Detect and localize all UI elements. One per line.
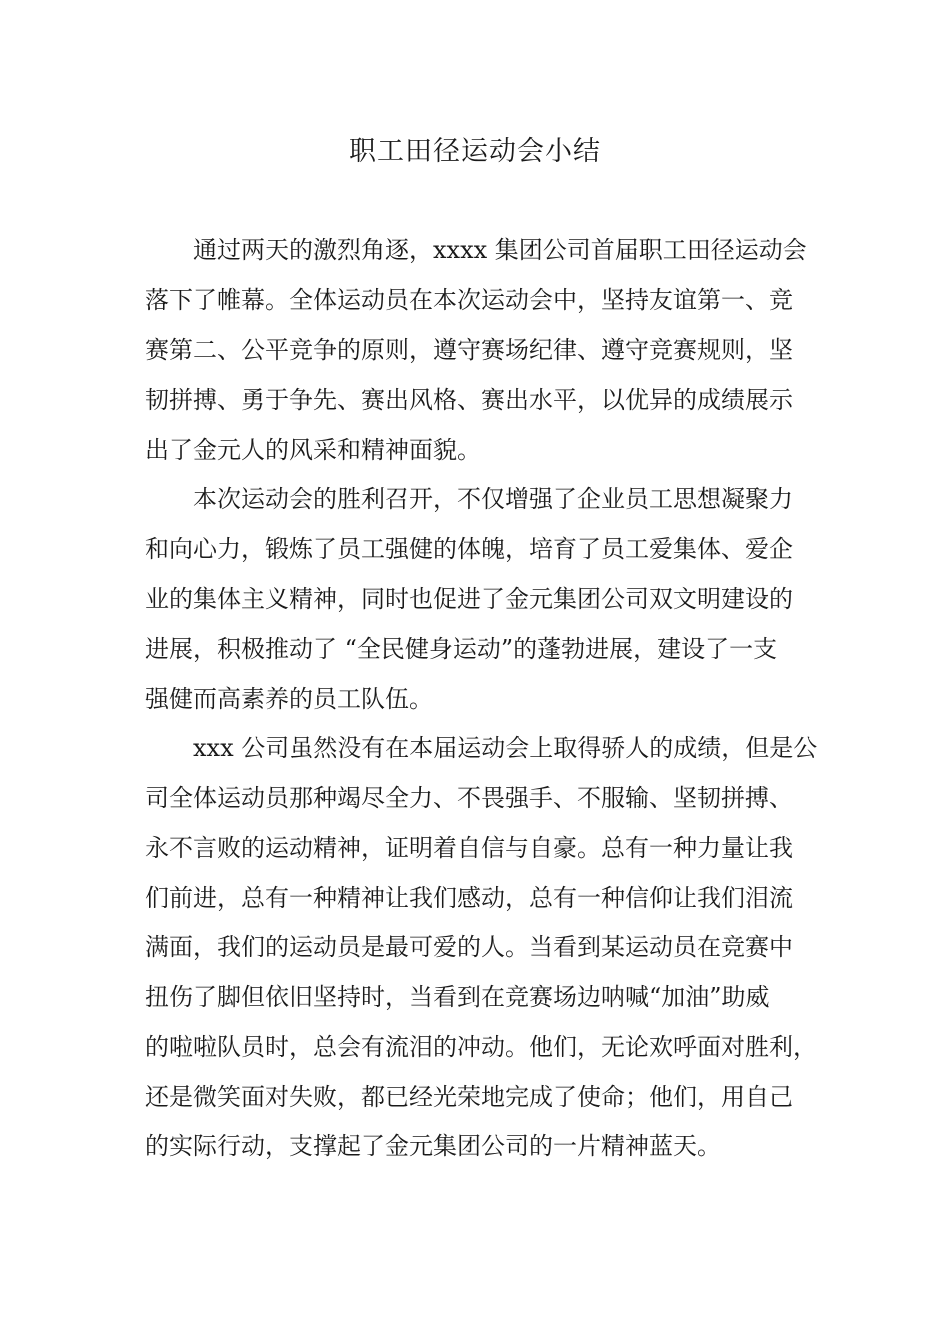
paragraph-3-line-3: 永不言败的运动精神，证明着自信与自豪。总有一种力量让我 xyxy=(145,834,793,862)
paragraph-3-line-8: 还是微笑面对失败，都已经光荣地完成了使命；他们，用自己 xyxy=(145,1083,793,1111)
paragraph-3-line-4: 们前进，总有一种精神让我们感动，总有一种信仰让我们泪流 xyxy=(145,884,793,912)
paragraph-1-line-5: 出了金元人的风采和精神面貌。 xyxy=(145,436,481,464)
paragraph-3-line-7: 的啦啦队员时，总会有流泪的冲动。他们，无论欢呼面对胜利， xyxy=(145,1033,817,1061)
paragraph-3-line-9: 的实际行动，支撑起了金元集团公司的一片精神蓝天。 xyxy=(145,1132,721,1160)
paragraph-3-line-6: 扭伤了脚但依旧坚持时，当看到在竞赛场边呐喊“加油”助威 xyxy=(145,983,770,1011)
paragraph-3-line-5: 满面，我们的运动员是最可爱的人。当看到某运动员在竞赛中 xyxy=(145,933,793,961)
document-title: 职工田径运动会小结 xyxy=(349,136,601,167)
paragraph-3-line-2: 司全体运动员那种竭尽全力、不畏强手、不服输、坚韧拼搏、 xyxy=(145,784,793,812)
paragraph-2-line-2: 和向心力，锻炼了员工强健的体魄，培育了员工爱集体、爱企 xyxy=(145,535,793,563)
paragraph-3-line-1: xxx 公司虽然没有在本届运动会上取得骄人的成绩，但是公 xyxy=(193,734,818,762)
paragraph-2-line-4: 进展，积极推动了 “全民健身运动”的蓬勃进展，建设了一支 xyxy=(145,635,778,663)
paragraph-2-line-3: 业的集体主义精神，同时也促进了金元集团公司双文明建设的 xyxy=(145,585,793,613)
paragraph-1-line-3: 赛第二、公平竞争的原则，遵守赛场纪律、遵守竞赛规则，坚 xyxy=(145,336,793,364)
paragraph-1-line-4: 韧拼搏、勇于争先、赛出风格、赛出水平，以优异的成绩展示 xyxy=(145,386,793,414)
paragraph-1-line-1: 通过两天的激烈角逐，xxxx 集团公司首届职工田径运动会 xyxy=(193,236,807,264)
paragraph-2-line-5: 强健而高素养的员工队伍。 xyxy=(145,685,433,713)
paragraph-2-line-1: 本次运动会的胜利召开，不仅增强了企业员工思想凝聚力 xyxy=(193,485,793,513)
paragraph-1-line-2: 落下了帷幕。全体运动员在本次运动会中，坚持友谊第一、竞 xyxy=(145,286,793,314)
